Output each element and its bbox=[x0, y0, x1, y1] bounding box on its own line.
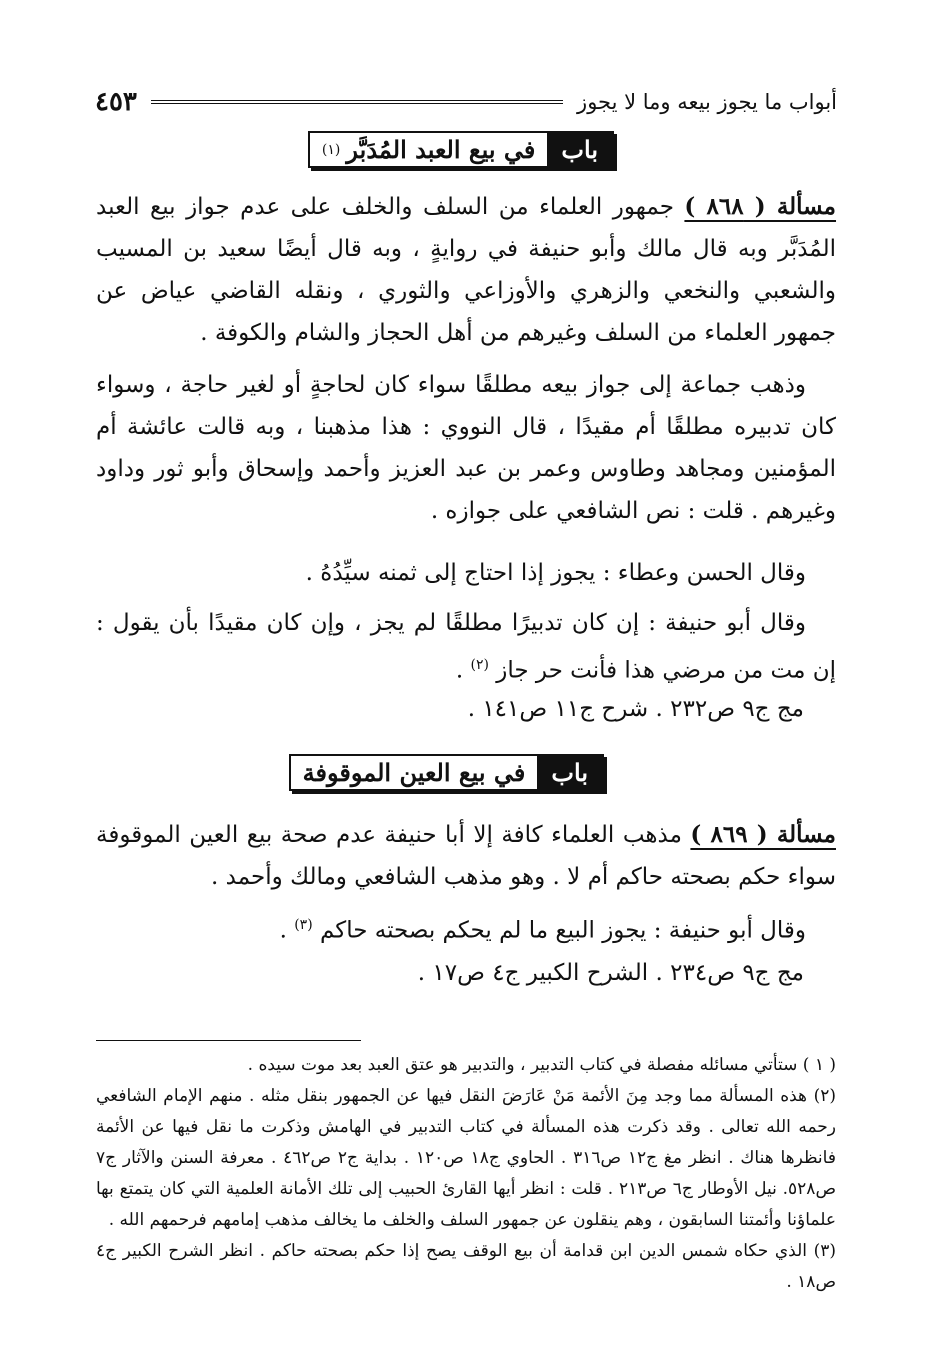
chapter-label: باب bbox=[537, 756, 602, 789]
abu-hanifa-text: وقال أبو حنيفة : إن كان تدبيرًا مطلقًا لم يجز ، وإن كان مقيدًا بأن يقول : إن مت من مرضي هذا فأنت حر جاز bbox=[96, 610, 836, 684]
footnote-marker: (٣) bbox=[294, 917, 313, 933]
chapter-title: في بيع العين الموقوفة bbox=[302, 758, 526, 787]
paragraph-hasan-ata: وقال الحسن وعطاء : يجوز إذا احتاج إلى ثمنه سيِّدُهُ . bbox=[305, 560, 806, 586]
page-number: ٤٥٣ bbox=[95, 87, 137, 117]
chapter-heading-waqf bbox=[289, 754, 604, 791]
sentence-end: . bbox=[455, 657, 471, 684]
chapter-title bbox=[310, 133, 547, 166]
footnote-separator bbox=[96, 1040, 361, 1041]
source-reference: مج ج٩ ص٢٣٤ . الشرح الكبير ج٤ ص١٧ . bbox=[417, 960, 804, 986]
paragraph-abu-hanifa-waqf bbox=[96, 904, 836, 952]
header-rule bbox=[151, 100, 563, 104]
footnote-marker: (١) bbox=[321, 141, 341, 158]
masala-text: جمهور العلماء من السلف والخلف على عدم جواز بيع العبد المُدَبَّر وبه قال مالك وأبو حنيفة في روايةٍ ، وبه قال أيضًا سعيد بن المسيب والشعبي والنخعي والزهري والأوزاعي والثوري ، ونقله القاضي عياض عن جمهور العلماء من السلف وغيرهم من أهل الحجاز والشام والكوفة . bbox=[96, 194, 836, 346]
running-header bbox=[95, 84, 837, 120]
paragraph-permissibility: وذهب جماعة إلى جواز بيعه مطلقًا سواء كان لحاجةٍ أو لغير حاجة ، وسواء كان تدبيره مطلقًا أم مقيدًا ، قال النووي : هذا مذهبنا ، وبه قالت عائشة أم المؤمنين ومجاهد وطاوس وعمر بن عبد العزيز وأحمد وإسحاق وأبو ثور وداود وغيرهم . قلت : نص الشافعي على جوازه . bbox=[96, 372, 836, 524]
chapter-title-text: في بيع العبد المُدَبَّر bbox=[346, 135, 536, 164]
sentence-end: . bbox=[279, 917, 295, 944]
footnote-3: (٣) الذي حكاه شمس الدين ابن قدامة أن بيع الوقف يصح إذا حكم بصحته حاكم . انظر الشرح الكبير ج٤ ص١٨ . bbox=[96, 1241, 836, 1292]
footnotes bbox=[96, 1050, 836, 1298]
masala-869-paragraph bbox=[96, 814, 836, 898]
footnote-marker: (٢) bbox=[470, 657, 489, 673]
chapter-label: باب bbox=[547, 133, 612, 166]
footnote-1: ( ١ ) ستأتي مسائله مفصلة في كتاب التدبير ، والتدبير هو عتق العبد بعد موت سيده . bbox=[247, 1055, 836, 1075]
masala-label: مسألة ( ٨٦٨ ) bbox=[684, 193, 837, 220]
abu-hanifa-waqf-text: وقال أبو حنيفة : يجوز البيع ما لم يحكم بصحته حاكم bbox=[319, 917, 806, 944]
footnote-2: (٢) هذه المسألة مما وجد مِنَ الأئمة مَنْ عَارَضَ النقل فيها عن الجمهور بنقل مثله . منهم الإمام الشافعي رحمه الله تعالى . وقد ذكرت هذه المسألة في كتاب التدبير في الهامش وذكرت ما نقل فيها عن الأئمة فانظرها هناك . انظر مغ ج١٢ ص٣١٦ . الحاوي ج١٨ ص١٢٠ . بداية ج٢ ص٤٦٢ . معرفة السنن والآثار ج٧ ص٥٢٨. نيل الأوطار ج٦ ص٢١٣ . قلت : انظر أيها القارئ الحبيب إلى تلك الأمانة العلمية التي كان يتمتع بها علماؤنا وأئمتنا السابقون ، وهم ينقلون عن جمهور السلف والخلف ما يخالف مذهب إمامهم فرحمهم الله . bbox=[96, 1086, 836, 1230]
running-title: أبواب ما يجوز بيعه وما لا يجوز bbox=[577, 90, 837, 114]
masala-label: مسألة ( ٨٦٩ ) bbox=[690, 821, 836, 848]
masala-868-paragraph bbox=[96, 186, 836, 354]
paragraph-abu-hanifa bbox=[96, 602, 836, 692]
source-reference: مج ج٩ ص٢٣٢ . شرح ج١١ ص١٤١ . bbox=[467, 696, 804, 722]
masala-text: مذهب العلماء كافة إلا أبا حنيفة عدم صحة بيع العين الموقوفة سواء حكم بصحته حاكم أم لا . وهو مذهب الشافعي ومالك وأحمد . bbox=[96, 822, 836, 890]
chapter-heading-mudabbar bbox=[308, 131, 614, 168]
